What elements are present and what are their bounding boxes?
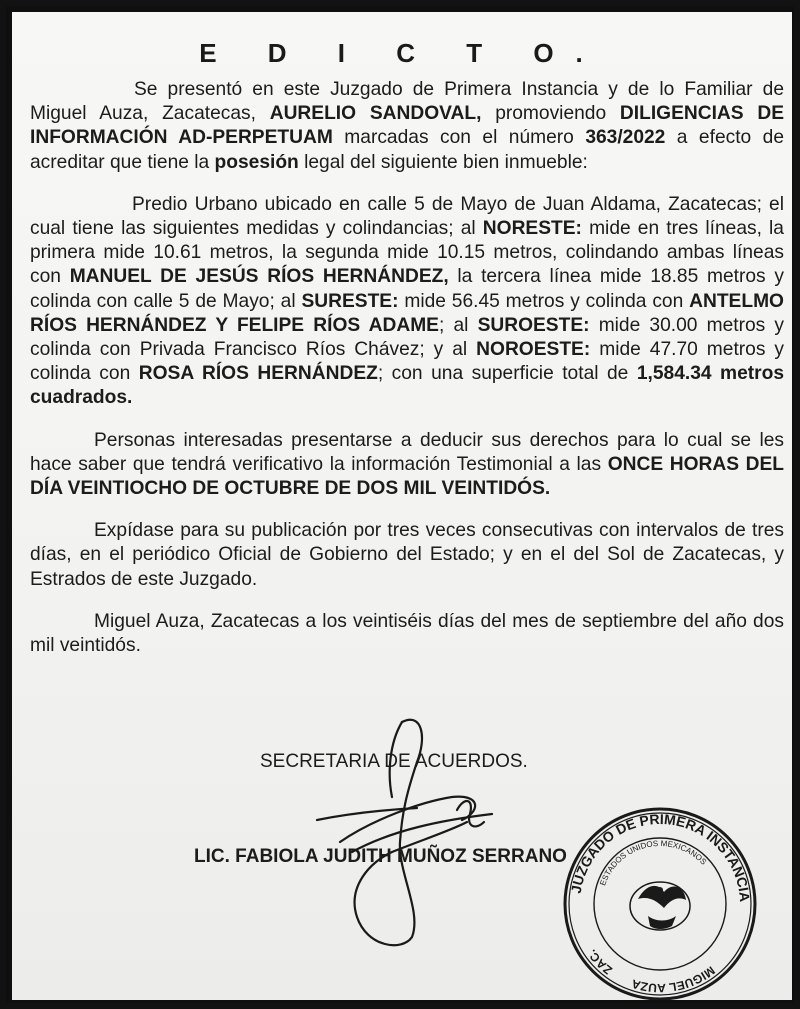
text-run: ; con una superficie total de xyxy=(377,363,637,385)
neighbor-name: ROSA RÍOS HERNÁNDEZ xyxy=(138,363,378,385)
text-run: legal del siguiente bien inmueble: xyxy=(298,151,588,173)
neighbor-name: ANTELMO RÍOS HERNÁNDEZ Y FELIPE RÍOS ADAME xyxy=(30,290,784,336)
text-run: Personas interesadas presentarse a deducir sus derechos para lo cual se les hace saber que tendrá verificativo la información Testimonial a las xyxy=(30,429,784,475)
seal-side-text: ZAC. xyxy=(584,946,615,978)
case-number: 363/2022 xyxy=(585,127,666,149)
seal-outer-text: JUZGADO DE PRIMERA INSTANCIA xyxy=(567,810,754,903)
text-run: Predio Urbano ubicado en calle 5 de Mayo de Juan Aldama, Zacatecas; el cual tiene las siguientes medidas y colindancias; al xyxy=(30,193,784,240)
text-run: mide 30.00 metros y colinda con Privada Francisco Ríos Chávez; y al xyxy=(30,314,784,361)
signer-role: SECRETARIA DE ACUERDOS. xyxy=(260,751,528,772)
procedure-name: DILIGENCIAS DE INFORMACIÓN AD-PERPETUAM xyxy=(30,103,784,149)
paragraph-place-date: Miguel Auza, Zacatecas a los veintiséis días del mes de septiembre del año dos mil veintidós. xyxy=(30,610,784,657)
signer-name: LIC. FABIOLA JUDITH MUÑOZ SERRANO xyxy=(194,846,567,867)
eagle-emblem-icon xyxy=(630,882,690,930)
paragraph-hearing xyxy=(30,429,784,502)
paragraph-presentation xyxy=(30,78,784,175)
promoter-name: AURELIO SANDOVAL, xyxy=(269,103,482,125)
text-run: mide en tres líneas, la primera mide 10.61 metros, la segunda mide 10.15 metros, colindando ambas líneas con xyxy=(30,218,784,288)
document-title: E D I C T O. xyxy=(199,38,605,68)
text-run: ; al xyxy=(438,314,478,336)
direction-suroeste: SUROESTE: xyxy=(477,314,590,336)
seal-inner-text: ESTADOS UNIDOS MEXICANOS xyxy=(598,838,709,887)
total-area: 1,584.34 metros cuadrados. xyxy=(30,363,785,409)
text-run: mide 47.70 metros y colinda con xyxy=(30,339,785,385)
document-body xyxy=(30,78,784,676)
text-run: promoviendo xyxy=(481,103,620,125)
text-run: marcadas con el número xyxy=(332,127,586,149)
paragraph-property xyxy=(30,193,784,411)
direction-sureste: SURESTE: xyxy=(301,290,399,312)
direction-noroeste: NOROESTE: xyxy=(476,339,591,361)
handwritten-signature xyxy=(252,702,552,962)
direction-noreste: NORESTE: xyxy=(482,218,582,240)
possession-term: posesión xyxy=(214,151,299,173)
court-seal-stamp xyxy=(560,804,760,1000)
hearing-date: ONCE HORAS DEL DÍA VEINTIOCHO DE OCTUBRE DE DOS MIL VEINTIDÓS. xyxy=(30,453,785,500)
document-page xyxy=(12,12,792,1000)
neighbor-name: MANUEL DE JESÚS RÍOS HERNÁNDEZ, xyxy=(69,266,449,288)
paragraph-publication: Expídase para su publicación por tres veces consecutivas con intervalos de tres días, en el periódico Oficial de Gobierno del Estado; y en el del Sol de Zacatecas, y Estrados de este Juzgado. xyxy=(30,520,784,590)
text-run: a efecto de acreditar que tiene la xyxy=(30,127,785,173)
text-run: Se presentó en este Juzgado de Primera Instancia y de lo Familiar de Miguel Auza, Zacatecas, xyxy=(30,79,784,125)
text-run: mide 56.45 metros y colinda con xyxy=(398,290,690,312)
text-run: la tercera línea mide 18.85 metros y colinda con calle 5 de Mayo; al xyxy=(30,266,784,312)
seal-top-text: MIGUEL AUZA xyxy=(629,963,718,996)
